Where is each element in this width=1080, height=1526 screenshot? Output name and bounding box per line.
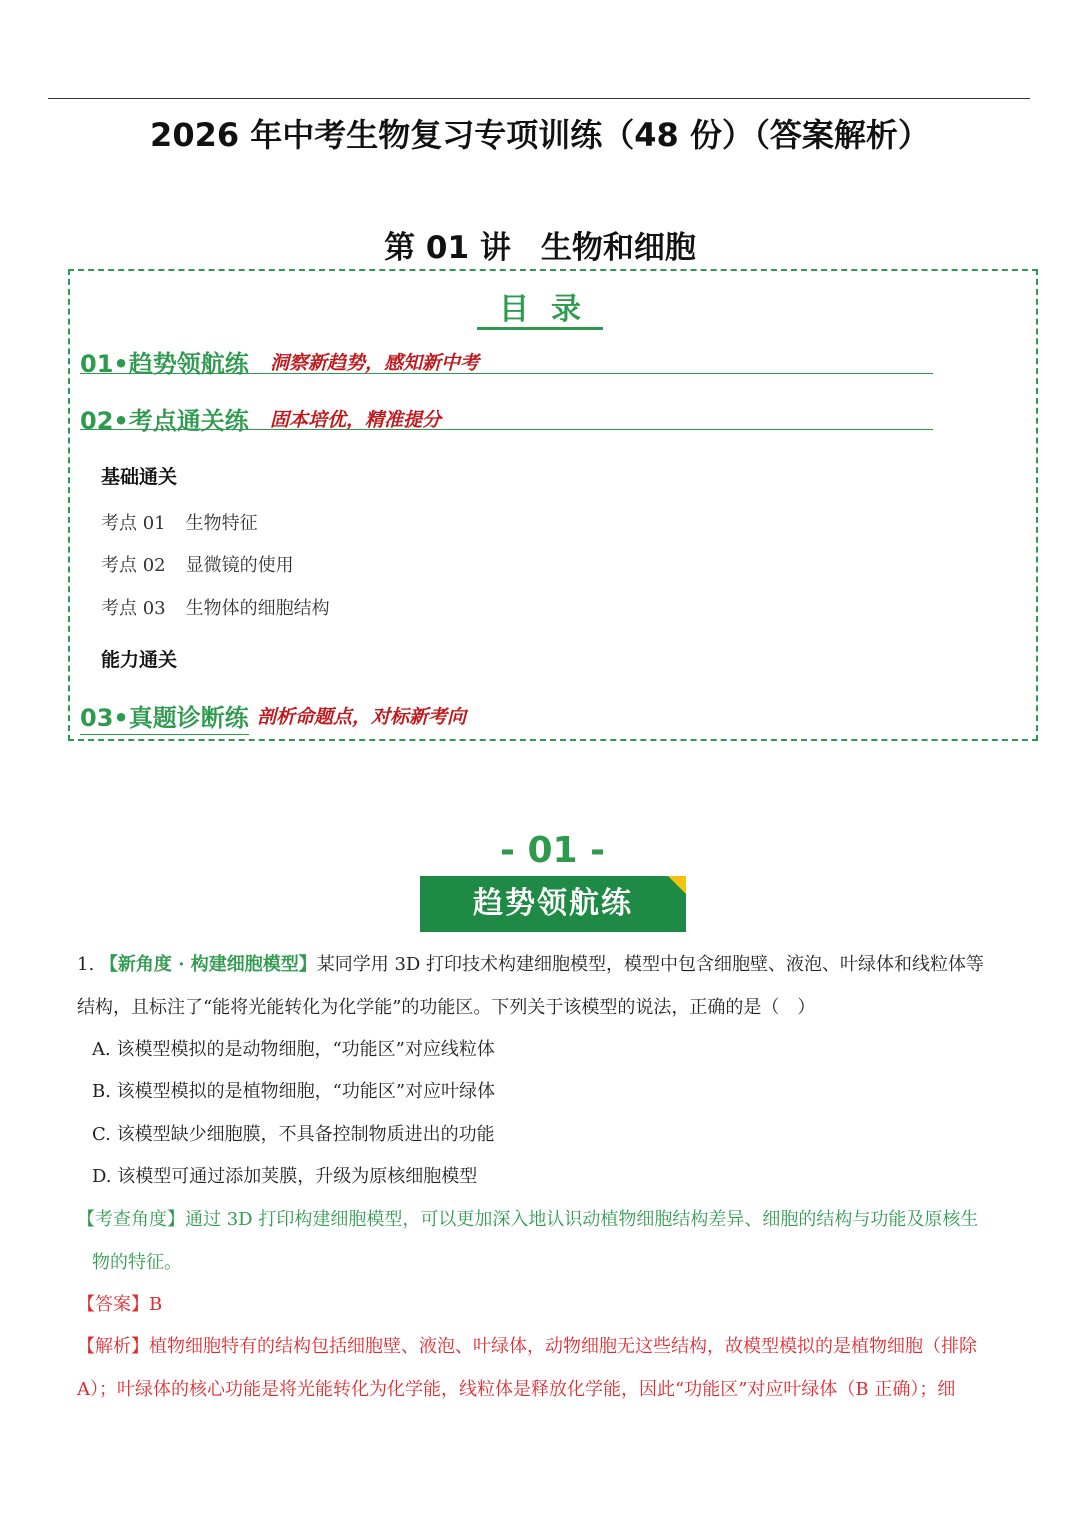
- exam-angle-line-1: 【考查角度】通过 3D 打印构建细胞模型，可以更加深入地认识动植物细胞结构差异、细胞的结构与功能及原核生: [77, 1209, 979, 1230]
- table-of-contents-box: [68, 269, 1038, 741]
- answer-line: 【答案】B: [77, 1294, 163, 1315]
- banner-corner-decoration: [668, 876, 686, 894]
- toc-point-1[interactable]: [101, 509, 258, 535]
- toc-section-2-link[interactable]: 02•考点通关练: [80, 407, 249, 435]
- document-title: 2026 年中考生物复习专项训练（48 份）（答案解析）: [150, 116, 930, 154]
- analysis-line-1: 【解析】植物细胞特有的结构包括细胞壁、液泡、叶绿体，动物细胞无这些结构，故模型模拟的是植物细胞（排除: [77, 1336, 977, 1357]
- question-tag: 【新角度 · 构建细胞模型】: [99, 954, 317, 975]
- toc-point-name: 生物体的细胞结构: [185, 598, 330, 619]
- lecture-number: 第 01 讲: [384, 230, 511, 266]
- lecture-name: 生物和细胞: [540, 230, 696, 266]
- option-d[interactable]: D. 该模型可通过添加荚膜，升级为原核细胞模型: [92, 1166, 478, 1187]
- option-c[interactable]: C. 该模型缺少细胞膜，不具备控制物质进出的功能: [92, 1124, 495, 1145]
- toc-section-2-slogan: 固本培优，精准提分: [270, 409, 442, 431]
- toc-point-name: 显微镜的使用: [185, 555, 294, 576]
- toc-ability-heading: 能力通关: [101, 649, 178, 671]
- question-stem-line-2: 结构，且标注了“能将光能转化为化学能”的功能区。下列关于该模型的说法，正确的是（ ）: [77, 997, 816, 1018]
- option-b[interactable]: B. 该模型模拟的是植物细胞，“功能区”对应叶绿体: [92, 1081, 496, 1102]
- toc-section-3-slogan: 剖析命题点，对标新考向: [257, 706, 467, 728]
- analysis-line-2: A）；叶绿体的核心功能是将光能转化为化学能，线粒体是释放化学能，因此“功能区”对应叶绿体（B 正确）；细: [77, 1379, 956, 1400]
- exam-angle-line-2: 物的特征。: [92, 1252, 182, 1273]
- toc-section-2-underline: [80, 429, 933, 430]
- toc-section-1-underline: [80, 373, 933, 374]
- toc-point-id: 考点 01: [101, 513, 166, 534]
- toc-point-name: 生物特征: [185, 513, 258, 534]
- toc-section-3-link[interactable]: 03•真题诊断练: [80, 698, 249, 735]
- section-banner: [420, 876, 686, 932]
- option-a[interactable]: A. 该模型模拟的是动物细胞，“功能区”对应线粒体: [92, 1039, 495, 1060]
- section-banner-label: 趋势领航练: [473, 886, 633, 921]
- question-stem-line-1: [77, 950, 1032, 976]
- lecture-title: [0, 222, 1080, 267]
- toc-basic-heading: 基础通关: [101, 466, 178, 488]
- toc-point-id: 考点 03: [101, 598, 166, 619]
- section-number: - 01 -: [499, 830, 606, 871]
- toc-point-3[interactable]: [101, 594, 330, 620]
- question-stem-text: 某同学用 3D 打印技术构建细胞模型，模型中包含细胞壁、液泡、叶绿体和线粒体等: [316, 954, 985, 975]
- header-rule: [48, 98, 1030, 99]
- toc-point-id: 考点 02: [101, 555, 166, 576]
- toc-point-2[interactable]: [101, 551, 294, 577]
- question-number: 1.: [77, 954, 95, 975]
- toc-heading: 目录: [0, 284, 1080, 328]
- toc-section-1-link[interactable]: 01•趋势领航练: [80, 350, 249, 378]
- toc-section-1-slogan: 洞察新趋势，感知新中考: [270, 352, 480, 374]
